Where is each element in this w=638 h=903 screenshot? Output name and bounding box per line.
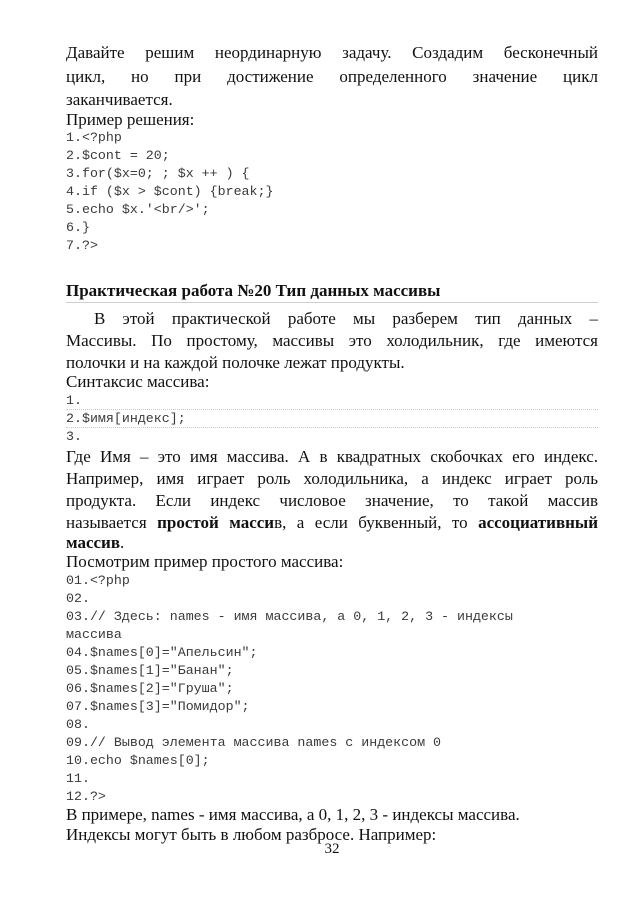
code1-line-7: 7.?> bbox=[66, 238, 98, 253]
explain-line-5 bbox=[66, 533, 124, 553]
explain-text: в, а если буквенный, то bbox=[274, 513, 479, 532]
code1-line-6: 6.} bbox=[66, 220, 90, 235]
code1-line-4: 4.if ($x > $cont) {break;} bbox=[66, 184, 274, 199]
simple-array-term: простой масси bbox=[157, 513, 275, 532]
explain-line-1: Где Имя – это имя массива. А в квадратных скобочках его индекс. bbox=[66, 447, 598, 466]
code1-line-2: 2.$cont = 20; bbox=[66, 148, 170, 163]
intro-line-1: Давайте решим неординарную задачу. Создадим бесконечный bbox=[66, 43, 598, 62]
code3-line-1: 01.<?php bbox=[66, 573, 130, 588]
explain-text: . bbox=[120, 533, 125, 552]
outro-line-1: В примере, names - имя массива, а 0, 1, 2, 3 - индексы массива. bbox=[66, 805, 520, 824]
explain-text: называется bbox=[66, 513, 158, 532]
code2-line-3: 3. bbox=[66, 429, 82, 444]
code1-line-1: 1.<?php bbox=[66, 130, 122, 145]
page-number: 32 bbox=[324, 841, 340, 857]
code3-line-7: 07.$names[3]="Помидор"; bbox=[66, 699, 250, 714]
associative-term: ассоциативный bbox=[478, 513, 598, 532]
code3-line-2: 02. bbox=[66, 591, 90, 606]
code3-line-3-wrap: массива bbox=[66, 627, 122, 642]
intro-line-3: заканчивается. bbox=[66, 90, 173, 109]
explain-line-2: Например, имя играет роль холодильника, а индекс играет роль bbox=[66, 469, 598, 488]
outro-line-2: Индексы могут быть в любом разбросе. Например: bbox=[66, 825, 437, 844]
code1-line-5: 5.echo $x.'<br/>'; bbox=[66, 202, 210, 217]
explain-line-4 bbox=[66, 513, 598, 533]
code3-line-6: 06.$names[2]="Груша"; bbox=[66, 681, 234, 696]
section-paragraph-line-2: Массивы. По простому, массивы это холодильник, где имеются bbox=[66, 331, 598, 350]
syntax-label: Синтаксис массива: bbox=[66, 372, 210, 391]
code3-line-5: 05.$names[1]="Банан"; bbox=[66, 663, 234, 678]
array-term: массив bbox=[66, 533, 121, 552]
section-paragraph-line-3: полочки и на каждой полочке лежат продукты. bbox=[66, 353, 405, 372]
code2-line-1: 1. bbox=[66, 393, 82, 408]
explain-line-3: продукта. Если индекс числовое значение, то такой массив bbox=[66, 491, 598, 510]
code2-line-2: 2.$имя[индекс]; bbox=[66, 411, 186, 426]
code3-line-9: 09.// Вывод элемента массива names с индексом 0 bbox=[66, 735, 442, 750]
simple-array-label: Посмотрим пример простого массива: bbox=[66, 552, 344, 571]
code3-line-3: 03.// Здесь: names - имя массива, а 0, 1, 2, 3 - индексы bbox=[66, 609, 513, 624]
section-paragraph-line-1: В этой практической работе мы разберем тип данных – bbox=[94, 309, 598, 328]
example-label: Пример решения: bbox=[66, 110, 195, 129]
section-heading: Практическая работа №20 Тип данных массивы bbox=[66, 281, 441, 300]
code3-line-10: 10.echo $names[0]; bbox=[66, 753, 210, 768]
code2-divider bbox=[66, 427, 598, 428]
code3-line-8: 08. bbox=[66, 717, 90, 732]
code3-line-11: 11. bbox=[66, 771, 90, 786]
code3-line-4: 04.$names[0]="Апельсин"; bbox=[66, 645, 258, 660]
heading-divider bbox=[66, 302, 598, 303]
code2-divider bbox=[66, 409, 598, 410]
code3-line-12: 12.?> bbox=[66, 789, 106, 804]
code1-line-3: 3.for($x=0; ; $x ++ ) { bbox=[66, 166, 250, 181]
intro-line-2: цикл, но при достижение определенного значение цикл bbox=[66, 67, 598, 86]
